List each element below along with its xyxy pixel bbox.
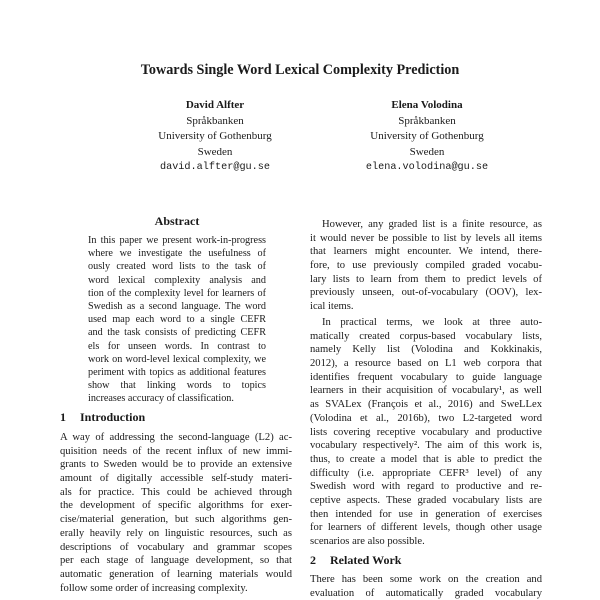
text-line: However, any graded list is a finite resource, as bbox=[322, 219, 542, 230]
text-line: increases accuracy of classification. bbox=[88, 393, 234, 405]
paper-title: Towards Single Word Lexical Complexity Prediction bbox=[140, 62, 460, 78]
text-line: difficulty (i.e. appropriate CEFR³ level) of any bbox=[310, 467, 542, 479]
author-email: elena.volodina@gu.se bbox=[365, 162, 489, 174]
text-line: vocabulary respectively². The aim of this work is, bbox=[310, 440, 542, 452]
text-line: that learners might encounter. We intend, there- bbox=[310, 246, 542, 258]
text-line: In practical terms, we look at three auto- bbox=[322, 317, 542, 328]
text-line: used map each word to a single CEFR bbox=[88, 314, 266, 326]
text-line: namely Kelly list (Volodina and Kokkinakis, bbox=[310, 344, 542, 356]
text-line: for learners of different levels, though other usage bbox=[310, 522, 542, 534]
introduction-text bbox=[60, 431, 292, 595]
author-name: Elena Volodina bbox=[391, 99, 463, 111]
text-line: learners in their acquisition of vocabulary¹, as well bbox=[310, 385, 542, 397]
author-name: David Alfter bbox=[185, 99, 245, 111]
right-paragraph-3 bbox=[310, 573, 542, 600]
author-block bbox=[327, 98, 527, 176]
text-line: lary lists to learn from them to predict levels of bbox=[310, 273, 542, 285]
author-country: Sweden bbox=[197, 145, 233, 158]
text-line: the development of specific algorithms for exer- bbox=[60, 500, 292, 512]
text-line: ously created word lists to the task of bbox=[88, 261, 266, 273]
text-line: quisition needs of the recent influx of new immi- bbox=[60, 445, 292, 457]
text-line: then intended for use in generation of exercises bbox=[310, 508, 542, 520]
text-line: evaluation of automatically graded vocabulary bbox=[310, 587, 542, 599]
text-line: and the task consists of predicting CEFR bbox=[88, 327, 266, 339]
text-line: follow some order of increasing complexity. bbox=[60, 582, 248, 594]
right-paragraph-1 bbox=[310, 218, 542, 314]
text-line: word lexical complexity analysis and bbox=[88, 274, 266, 286]
text-line: ical items. bbox=[310, 301, 354, 313]
text-line: grants to Sweden would be to provide an extensive bbox=[60, 459, 292, 471]
text-line: matically created corpus-based vocabulary lists, bbox=[310, 330, 542, 342]
abstract-heading: Abstract bbox=[154, 214, 200, 228]
text-line: cise/material generation, but such algorithms gen- bbox=[60, 514, 292, 526]
author-country: Sweden bbox=[409, 145, 445, 158]
text-line: thus, to create a model that is able to predict the bbox=[310, 453, 542, 465]
text-line: Swedish word with regard to productive and re- bbox=[310, 481, 542, 493]
author-block bbox=[115, 98, 315, 176]
text-line: A way of addressing the second-language (L2) ac- bbox=[60, 432, 292, 443]
text-line: (Volodina et al., 2016b), two L2-targeted word bbox=[310, 412, 542, 424]
author-university: University of Gothenburg bbox=[370, 130, 484, 143]
section-heading-introduction bbox=[60, 410, 145, 424]
section-number: 2 bbox=[310, 553, 316, 567]
text-line: tion of the complexity level for learners of bbox=[88, 287, 266, 299]
text-line: where we investigate the usefulness of bbox=[88, 248, 266, 260]
text-line: els for unseen words. In contrast to bbox=[88, 340, 266, 352]
text-line: show that linking words to topics bbox=[88, 380, 266, 392]
right-paragraph-2 bbox=[310, 316, 542, 549]
text-line: als for practice. This could be achieved through bbox=[60, 486, 292, 498]
author-university: University of Gothenburg bbox=[158, 130, 272, 143]
text-line: as SVALex (François et al., 2016) and SweLLex bbox=[310, 399, 542, 411]
text-line: periment with topics as additional features bbox=[88, 366, 266, 378]
author-email: david.alfter@gu.se bbox=[159, 162, 271, 174]
abstract-text bbox=[88, 234, 266, 405]
text-line: ceptive aspects. These graded vocabulary lists are bbox=[310, 494, 542, 506]
text-line: Swedish as a second language. The word bbox=[88, 300, 266, 312]
author-affiliation: Språkbanken bbox=[398, 114, 456, 127]
text-line: 2012), a resource based on L1 web corpora that bbox=[310, 358, 542, 370]
text-line: fore, to use previously compiled graded vocabu- bbox=[310, 260, 542, 272]
text-line: identifies frequent vocabulary to guide language bbox=[310, 371, 542, 383]
author-affiliation: Språkbanken bbox=[186, 114, 244, 127]
text-line: In this paper we present work-in-progress bbox=[88, 235, 266, 246]
text-line: lists covering receptive vocabulary and productive bbox=[310, 426, 542, 438]
text-line: per each stage of language development, so that bbox=[60, 555, 292, 567]
section-number: 1 bbox=[60, 410, 66, 424]
text-line: There has been some work on the creation and bbox=[310, 574, 542, 585]
section-title: Introduction bbox=[80, 410, 146, 424]
section-title: Related Work bbox=[330, 553, 402, 567]
text-line: work on word-level lexical complexity, we bbox=[88, 353, 266, 365]
text-line: automatic generation of learning materials would bbox=[60, 568, 292, 580]
text-line: amount of digitally accessible self-study materi- bbox=[60, 473, 292, 485]
text-line: scenarios are also possible. bbox=[310, 536, 425, 547]
text-line: erally heavily rely on linguistic resources, such as bbox=[60, 527, 292, 539]
text-line: descriptions of vocabulary and grammar scopes bbox=[60, 541, 292, 553]
text-line: it would never be possible to list by levels all items bbox=[310, 232, 542, 244]
text-line: previously unseen, out-of-vocabulary (OOV), lex- bbox=[310, 287, 542, 299]
section-heading-related-work bbox=[310, 553, 401, 567]
